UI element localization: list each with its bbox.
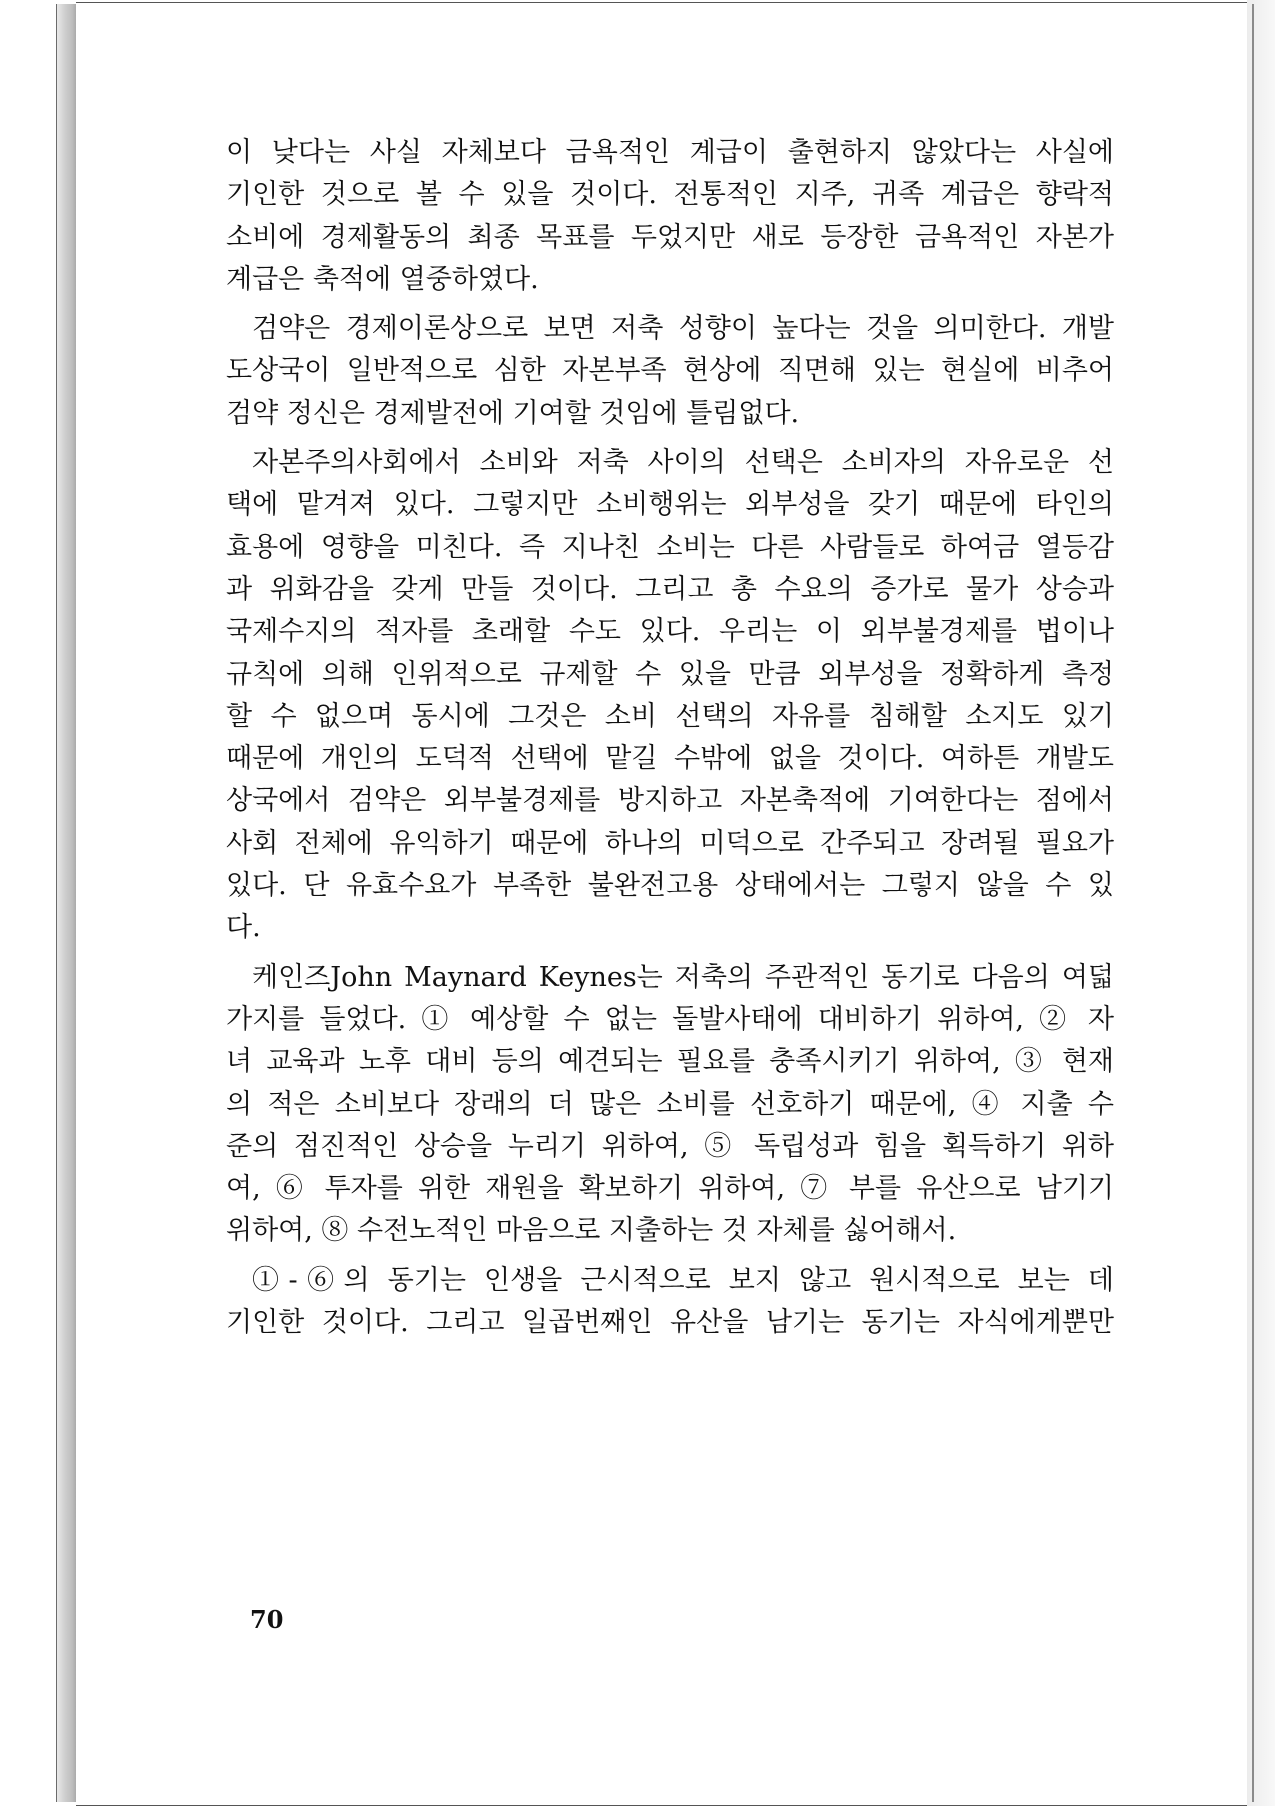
text-line: 상국에서 검약은 외부불경제를 방지하고 자본축적에 기여한다는 점에서 xyxy=(226,785,1114,817)
text-line: 기인한 것이다. 그리고 일곱번째인 유산을 남기는 동기는 자식에게뿐만 xyxy=(226,1307,1114,1339)
page-edge-right xyxy=(1252,4,1254,1802)
text-line: 할 수 없으며 동시에 그것은 소비 선택의 자유를 침해할 소지도 있기 xyxy=(226,700,1114,732)
text-line: 이 낮다는 사실 자체보다 금욕적인 계급이 출현하지 않았다는 사실에 xyxy=(226,137,1114,168)
text-line: 준의 점진적인 상승을 누리기 위하여, ⑤ 독립성과 힘을 획득하기 위하 xyxy=(226,1130,1114,1162)
page-number: 70 xyxy=(250,1605,284,1634)
text-line: 의 적은 소비보다 장래의 더 많은 소비를 선호하기 때문에, ④ 지출 수 xyxy=(226,1088,1114,1120)
text-line: 녀 교육과 노후 대비 등의 예견되는 필요를 충족시키기 위하여, ③ 현재 xyxy=(226,1046,1114,1078)
text-line: 규칙에 의해 인위적으로 규제할 수 있을 만큼 외부성을 정확하게 측정 xyxy=(226,658,1114,690)
text-line: 검약 정신은 경제발전에 기여할 것임에 틀림없다. xyxy=(226,397,800,429)
text-line: 효용에 영향을 미친다. 즉 지나친 소비는 다른 사람들로 하여금 열등감 xyxy=(226,531,1114,563)
paragraph xyxy=(226,442,1114,950)
text-line: 도상국이 일반적으로 심한 자본부족 현상에 직면해 있는 현실에 비추어 xyxy=(226,355,1114,387)
paragraph xyxy=(226,132,1114,301)
text-line: 가지를 들었다. ① 예상할 수 없는 돌발사태에 대비하기 위하여, ② 자 xyxy=(226,1003,1114,1035)
paragraph xyxy=(226,1260,1114,1345)
paragraph xyxy=(226,308,1114,435)
text-line: 계급은 축적에 열중하였다. xyxy=(226,263,539,295)
text-line: 과 위화감을 갖게 만들 것이다. 그리고 총 수요의 증가로 물가 상승과 xyxy=(226,573,1114,605)
text-line: ①-⑥의 동기는 인생을 근시적으로 보지 않고 원시적으로 보는 데 xyxy=(252,1264,1114,1296)
text-line: 사회 전체에 유익하기 때문에 하나의 미덕으로 간주되고 장려될 필요가 xyxy=(226,827,1114,859)
text-line: 택에 맡겨져 있다. 그렇지만 소비행위는 외부성을 갖기 때문에 타인의 xyxy=(226,489,1114,521)
text-line: 소비에 경제활동의 최종 목표를 두었지만 새로 등장한 금욕적인 자본가 xyxy=(226,221,1114,253)
text-line: 위하여, ⑧ 수전노적인 마음으로 지출하는 것 자체를 싫어해서. xyxy=(226,1215,957,1247)
text-line: 다. xyxy=(226,912,261,944)
paragraph xyxy=(226,957,1114,1253)
text-line: 케인즈John Maynard Keynes는 저축의 주관적인 동기로 다음의 여덟 xyxy=(252,961,1114,993)
text-line: 여, ⑥ 투자를 위한 재원을 확보하기 위하여, ⑦ 부를 유산으로 남기기 xyxy=(226,1173,1114,1205)
text-line: 자본주의사회에서 소비와 저축 사이의 선택은 소비자의 자유로운 선 xyxy=(252,447,1114,479)
text-line: 있다. 단 유효수요가 부족한 불완전고용 상태에서는 그렇지 않을 수 있 xyxy=(226,870,1114,902)
text-line: 때문에 개인의 도덕적 선택에 맡길 수밖에 없을 것이다. 여하튼 개발도 xyxy=(226,743,1114,775)
text-line: 국제수지의 적자를 초래할 수도 있다. 우리는 이 외부불경제를 법이나 xyxy=(226,616,1114,648)
text-line: 검약은 경제이론상으로 보면 저축 성향이 높다는 것을 의미한다. 개발 xyxy=(252,313,1114,345)
text-line: 기인한 것으로 볼 수 있을 것이다. 전통적인 지주, 귀족 계급은 향락적 xyxy=(226,179,1114,211)
body-text xyxy=(226,132,1114,1344)
